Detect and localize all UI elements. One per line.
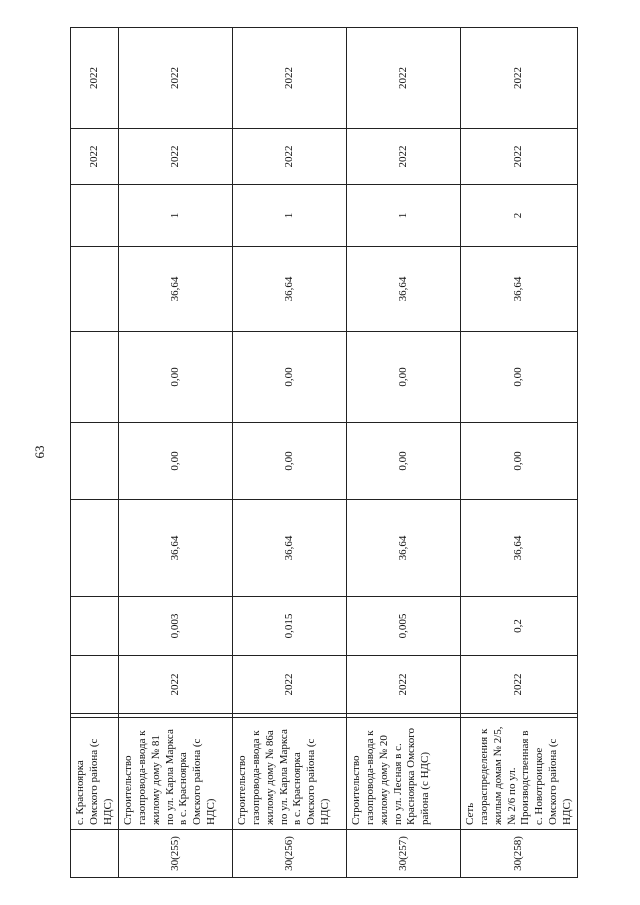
table-cell xyxy=(71,185,119,247)
row-description: Строительство газопровода-ввода к жилому дому № 81 по ул. Карла Маркса в с. Красноярка Омского района (с НДС) xyxy=(119,718,233,830)
table-cell: 2022 xyxy=(461,28,578,129)
table-cell: 36,64 xyxy=(347,500,461,597)
table-cell: 36,64 xyxy=(461,247,578,332)
table-cell xyxy=(71,500,119,597)
table-cell: 2022 xyxy=(461,656,578,714)
table-cell: 0,00 xyxy=(347,423,461,500)
table-cell: 0,00 xyxy=(233,423,347,500)
table-row xyxy=(119,28,233,878)
table-cell: 36,64 xyxy=(233,500,347,597)
row-code: 30(255) xyxy=(119,830,233,878)
table-cell xyxy=(71,332,119,423)
table-cell: 0,003 xyxy=(119,597,233,656)
row-description: Строительство газопровода-ввода к жилому дому № 86а по ул. Карла Маркса в с. Красноярка Омского района (с НДС) xyxy=(233,718,347,830)
table-cell: 2022 xyxy=(347,28,461,129)
table-cell: 2022 xyxy=(119,129,233,185)
table-cell: 0,00 xyxy=(347,332,461,423)
table-cell: 2022 xyxy=(461,129,578,185)
table-cell: 1 xyxy=(347,185,461,247)
investment-table-wrapper xyxy=(70,28,573,878)
row-code: 30(256) xyxy=(233,830,347,878)
table-row xyxy=(347,28,461,878)
table-cell xyxy=(119,714,233,718)
table-cell: 1 xyxy=(233,185,347,247)
continuation-row xyxy=(71,28,119,878)
table-cell: 0,2 xyxy=(461,597,578,656)
table-cell: 1 xyxy=(119,185,233,247)
table-row xyxy=(233,28,347,878)
page-number: 63 xyxy=(32,445,47,459)
table-cell: 0,00 xyxy=(119,332,233,423)
table-cell xyxy=(71,597,119,656)
table-cell: 36,64 xyxy=(461,500,578,597)
table-cell xyxy=(233,714,347,718)
table-cell: 2022 xyxy=(119,28,233,129)
table-cell: 36,64 xyxy=(233,247,347,332)
table-cell xyxy=(347,714,461,718)
row-description: с. Красноярка Омского района (с НДС) xyxy=(71,718,119,830)
table-cell: 0,00 xyxy=(461,423,578,500)
investment-table xyxy=(70,27,578,878)
row-description: Строительство газопровода-ввода к жилому дому № 20 по ул. Лесная в с. Красноярка Омского района (с НДС) xyxy=(347,718,461,830)
table-cell: 36,64 xyxy=(119,247,233,332)
table-cell xyxy=(71,247,119,332)
table-cell: 2022 xyxy=(233,129,347,185)
table-cell xyxy=(71,656,119,714)
table-cell: 0,015 xyxy=(233,597,347,656)
table-cell: 0,00 xyxy=(119,423,233,500)
row-code: 30(258) xyxy=(461,830,578,878)
row-code xyxy=(71,830,119,878)
table-cell: 36,64 xyxy=(347,247,461,332)
row-description: Сеть газораспределения к жилым домам № 2/5, № 2/6 по ул. Производственная в с. Новотроицкое Омского района (с НДС) xyxy=(461,718,578,830)
table-cell: 0,005 xyxy=(347,597,461,656)
table-cell: 2022 xyxy=(119,656,233,714)
table-cell: 0,00 xyxy=(461,332,578,423)
table-cell xyxy=(71,423,119,500)
table-cell: 2022 xyxy=(71,129,119,185)
table-cell xyxy=(71,714,119,718)
table-cell xyxy=(461,714,578,718)
table-cell: 2022 xyxy=(71,28,119,129)
table-row xyxy=(461,28,578,878)
table-cell: 0,00 xyxy=(233,332,347,423)
table-cell: 2 xyxy=(461,185,578,247)
table-cell: 2022 xyxy=(347,129,461,185)
row-code: 30(257) xyxy=(347,830,461,878)
table-cell: 2022 xyxy=(233,656,347,714)
table-cell: 36,64 xyxy=(119,500,233,597)
table-cell: 2022 xyxy=(347,656,461,714)
table-cell: 2022 xyxy=(233,28,347,129)
